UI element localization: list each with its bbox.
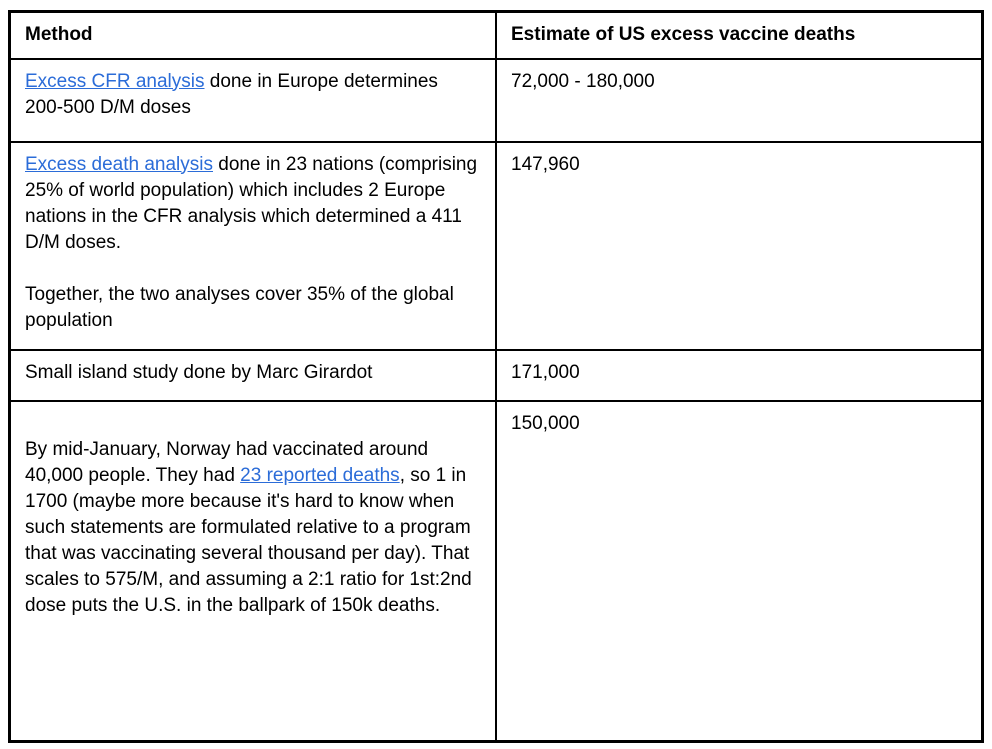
table-row xyxy=(10,142,983,350)
method-paragraph xyxy=(25,282,481,334)
estimate-cell: 150,000 xyxy=(496,401,983,742)
table-row xyxy=(10,401,983,742)
method-cell xyxy=(10,59,497,142)
method-paragraph xyxy=(25,152,481,256)
method-text: done in Europe determines 200-500 D/M doses xyxy=(25,70,438,118)
method-cell xyxy=(10,350,497,401)
method-text: By mid-January, Norway had vaccinated around 40,000 people. They had xyxy=(25,438,429,486)
method-paragraph xyxy=(25,360,481,386)
method-text: Together, the two analyses cover 35% of the global population xyxy=(25,283,454,331)
table-row xyxy=(10,59,983,142)
method-paragraph xyxy=(25,69,481,121)
header-method: Method xyxy=(10,12,497,59)
method-paragraph xyxy=(25,256,481,282)
estimate-cell: 171,000 xyxy=(496,350,983,401)
method-link[interactable]: Excess death analysis xyxy=(25,153,213,175)
estimate-cell: 72,000 - 180,000 xyxy=(496,59,983,142)
method-cell xyxy=(10,401,497,742)
method-paragraph xyxy=(25,437,481,619)
method-paragraph xyxy=(25,411,481,437)
header-row xyxy=(10,12,983,59)
table-body xyxy=(10,59,983,742)
method-link[interactable]: 23 reported deaths xyxy=(240,464,400,486)
method-cell xyxy=(10,142,497,350)
method-text: Small island study done by Marc Girardot xyxy=(25,361,373,383)
method-link[interactable]: Excess CFR analysis xyxy=(25,70,205,92)
table-header xyxy=(10,12,983,59)
estimate-cell: 147,960 xyxy=(496,142,983,350)
table-row xyxy=(10,350,983,401)
method-text: , so 1 in 1700 (maybe more because it's hard to know when such statements are formulated relative to a program that was vaccinating several thousand per day). That scales to 575/M, and assuming a 2:1 ratio for 1st:2nd dose puts the U.S. in the ballpark of 150k deaths. xyxy=(25,464,472,616)
method-text: done in 23 nations (comprising 25% of world population) which includes 2 Europe nations in the CFR analysis which determined a 411 D/M doses. xyxy=(25,153,478,253)
estimates-table xyxy=(8,10,984,743)
header-estimate: Estimate of US excess vaccine deaths xyxy=(496,12,983,59)
